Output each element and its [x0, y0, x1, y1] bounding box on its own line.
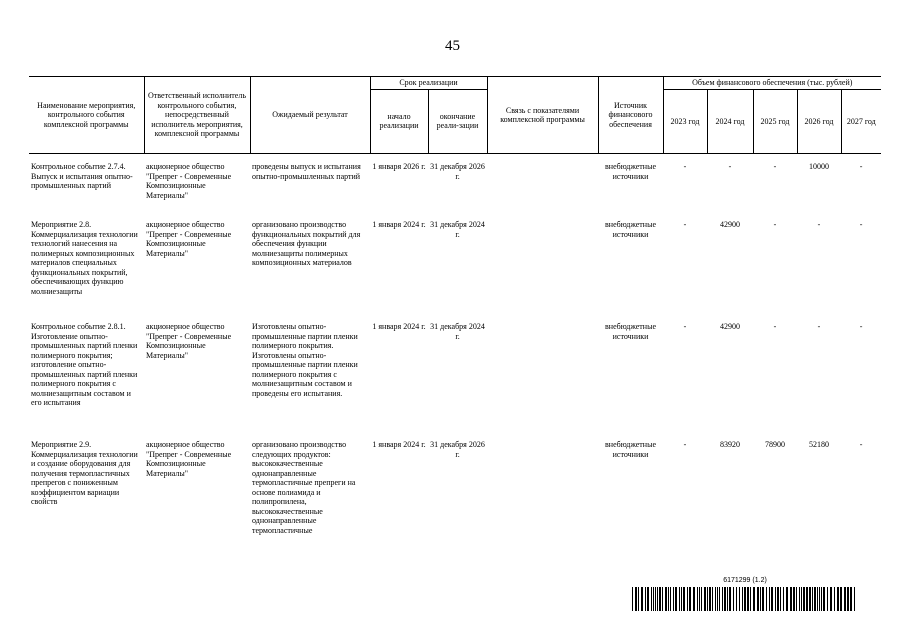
row-name: Мероприятие 2.9. Коммерциализация технологии и создание оборудования для получения термопластичных препрегов с пониженным коэффициентом вариации свойств — [31, 440, 138, 506]
row-result: организовано производство функциональных покрытий для обеспечения функции молниезащиты полимерных композиционных материалов — [252, 220, 361, 267]
row-link — [487, 322, 598, 440]
barcode-image — [632, 587, 858, 611]
activities-table — [29, 76, 881, 535]
page-number: 45 — [445, 38, 460, 54]
row-result: организовано производство следующих продуктов: высококачественные однонаправленные термопластичные препреги на основе полиамида и полипропилена, высококачественные однонаправленные термопластичные — [252, 440, 356, 535]
row-value-2024: - — [728, 162, 732, 171]
table-row — [29, 220, 881, 322]
row-start: 1 января 2024 г. — [372, 322, 426, 331]
row-value-2027: - — [859, 162, 863, 171]
row-link — [487, 220, 598, 322]
row-value-2027: - — [859, 322, 863, 331]
row-value-2027: - — [859, 440, 863, 449]
row-end: 31 декабря 2024 г. — [430, 322, 485, 341]
row-start: 1 января 2024 г. — [372, 220, 426, 229]
row-value-2025: 78900 — [765, 440, 786, 449]
header-year-2027: 2027 год — [841, 89, 881, 153]
row-source: внебюджетные источники — [605, 322, 657, 341]
row-start: 1 января 2024 г. — [372, 440, 426, 449]
header-name: Наименование мероприятия, контрольного события комплексной программы — [29, 77, 144, 154]
row-value-2026: - — [817, 220, 821, 229]
table-row — [29, 162, 881, 220]
row-source: внебюджетные источники — [605, 440, 657, 459]
row-executor: акционерное общество "Препрег - Современные Композиционные Материалы" — [146, 220, 232, 258]
row-executor: акционерное общество "Препрег - Современные Композиционные Материалы" — [146, 440, 232, 478]
row-result: проведены выпуск и испытания опытно-промышленных партий — [252, 162, 361, 181]
header-year-2026: 2026 год — [797, 89, 841, 153]
header-result: Ожидаемый результат — [250, 77, 370, 154]
row-value-2026: 10000 — [809, 162, 830, 171]
row-value-2026: - — [817, 322, 821, 331]
header-year-2023: 2023 год — [663, 89, 707, 153]
row-executor: акционерное общество "Препрег - Современные Композиционные Материалы" — [146, 162, 232, 200]
row-link — [487, 162, 598, 220]
row-value-2025: - — [773, 220, 777, 229]
row-value-2025: - — [773, 162, 777, 171]
row-end: 31 декабря 2026 г. — [430, 440, 485, 459]
row-value-2023: - — [683, 440, 687, 449]
row-value-2023: - — [683, 162, 687, 171]
row-link — [487, 440, 598, 535]
header-finance-group: Объем финансового обеспечения (тыс. рублей) — [663, 77, 881, 90]
header-term-group: Срок реализации — [370, 77, 487, 90]
row-value-2023: - — [683, 220, 687, 229]
row-value-2025: - — [773, 322, 777, 331]
table-row — [29, 322, 881, 440]
row-value-2024: 42900 — [720, 220, 741, 229]
row-name: Контрольное событие 2.8.1. Изготовление опытно-промышленных партий пленки полимерного покрытия; изготовление опытно-промышленных партий пленки полимерного покрытия с молниезащитным составом и его испытания — [31, 322, 138, 407]
header-executor: Ответственный исполнитель контрольного события, непосредственный исполнитель мероприятия, комплексной программы — [144, 77, 250, 154]
row-executor: акционерное общество "Препрег - Современные Композиционные Материалы" — [146, 322, 232, 360]
row-result: Изготовлены опытно-промышленные партии пленки полимерного покрытия. Изготовлены опытно-промышленные партии пленки полимерного покрытия с молниезащитным составом и проведены его испытания. — [252, 322, 358, 398]
header-term-start: начало реализации — [370, 89, 428, 153]
row-value-2024: 83920 — [720, 440, 741, 449]
row-value-2023: - — [683, 322, 687, 331]
row-end: 31 декабря 2026 г. — [430, 162, 485, 181]
header-year-2025: 2025 год — [753, 89, 797, 153]
table-row — [29, 440, 881, 535]
row-value-2026: 52180 — [809, 440, 830, 449]
row-name: Контрольное событие 2.7.4. Выпуск и испытания опытно-промышленных партий — [31, 162, 133, 190]
header-year-2024: 2024 год — [707, 89, 753, 153]
row-start: 1 января 2026 г. — [372, 162, 426, 171]
header-source: Источник финансового обеспечения — [598, 77, 663, 154]
row-source: внебюджетные источники — [605, 162, 657, 181]
header-link: Связь с показателями комплексной программы — [487, 77, 598, 154]
row-end: 31 декабря 2024 г. — [430, 220, 485, 239]
row-value-2027: - — [859, 220, 863, 229]
header-term-end: окончание реали-зации — [428, 89, 487, 153]
row-source: внебюджетные источники — [605, 220, 657, 239]
row-value-2024: 42900 — [720, 322, 741, 331]
row-name: Мероприятие 2.8. Коммерциализация технологии технологий нанесения на полимерных композиционных материалов специальных функциональных покрытий, обеспечивающих функцию молниезащиты — [31, 220, 138, 296]
barcode-label: 6171299 (1.2) — [723, 577, 767, 584]
